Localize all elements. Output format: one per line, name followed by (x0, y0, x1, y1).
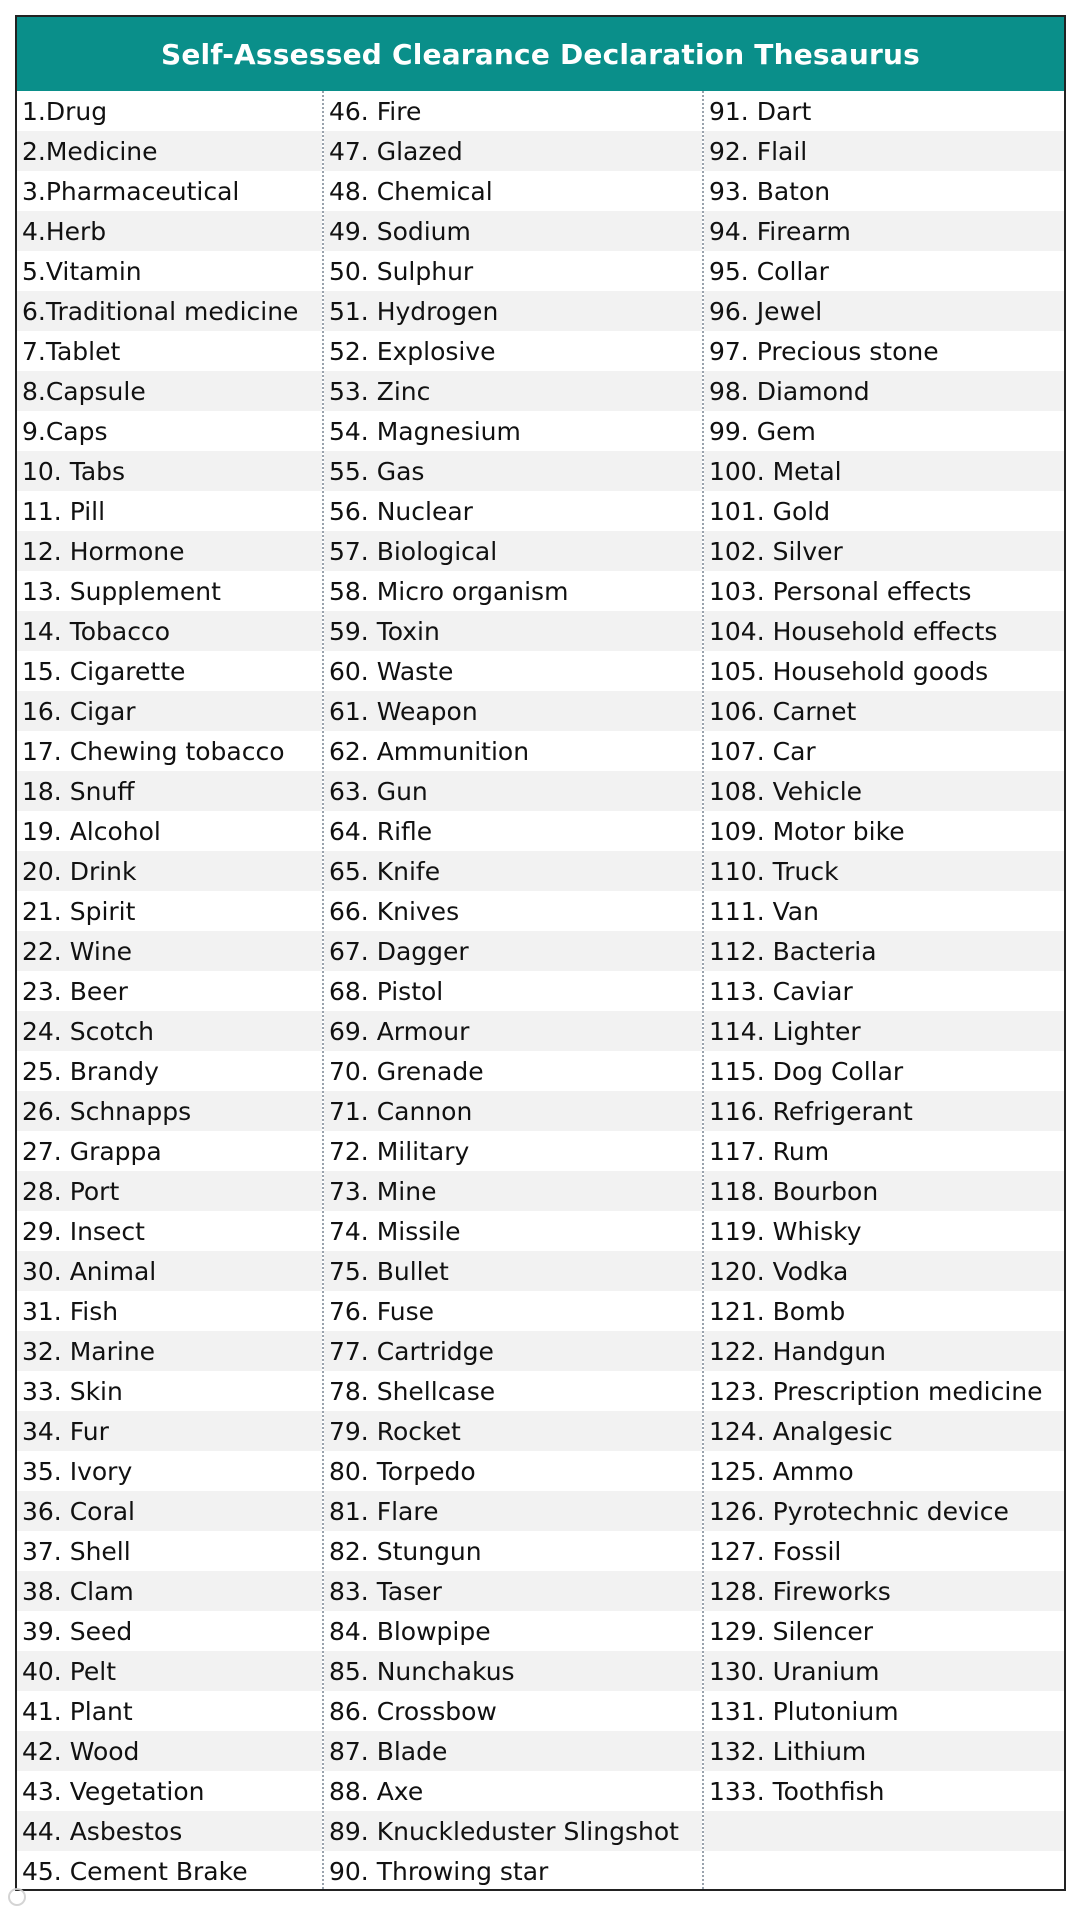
list-item: 67. Dagger (324, 931, 702, 971)
list-item: 126. Pyrotechnic device (704, 1491, 1064, 1531)
terms-table (17, 91, 1064, 1889)
list-item: 36. Coral (17, 1491, 322, 1531)
list-item: 97. Precious stone (709, 336, 939, 366)
list-item: 95. Collar (709, 256, 829, 286)
list-item: 118. Bourbon (704, 1171, 1064, 1211)
list-item: 53. Zinc (324, 371, 702, 411)
list-item: 40. Pelt (17, 1651, 322, 1691)
list-item: 10. Tabs (17, 451, 322, 491)
list-item: 74. Missile (329, 1216, 461, 1246)
list-item: 100. Metal (704, 451, 1064, 491)
list-item: 81. Flare (324, 1491, 702, 1531)
list-item: 87. Blade (324, 1731, 702, 1771)
list-item: 129. Silencer (709, 1616, 874, 1646)
list-item: 83. Taser (324, 1571, 702, 1611)
list-item: 13. Supplement (22, 576, 221, 606)
list-item: 108. Vehicle (704, 771, 1064, 811)
list-item: 25. Brandy (22, 1056, 159, 1086)
list-item: 54. Magnesium (329, 416, 521, 446)
list-item: 103. Personal effects (709, 576, 972, 606)
list-item: 115. Dog Collar (709, 1056, 904, 1086)
list-item: 101. Gold (709, 496, 831, 526)
list-item (704, 1811, 1064, 1851)
camera-icon (8, 1888, 26, 1906)
list-item: 48. Chemical (329, 176, 493, 206)
list-item: 133. Toothfish (709, 1776, 885, 1806)
list-item: 6.Traditional medicine (17, 291, 322, 331)
list-item: 2.Medicine (17, 131, 322, 171)
list-item: 130. Uranium (704, 1651, 1064, 1691)
list-item: 1.Drug (22, 96, 108, 126)
list-item: 77. Cartridge (324, 1331, 702, 1371)
list-item: 71. Cannon (324, 1091, 702, 1131)
list-item: 98. Diamond (704, 371, 1064, 411)
list-item: 124. Analgesic (704, 1411, 1064, 1451)
list-item: 109. Motor bike (709, 816, 905, 846)
list-item: 19. Alcohol (22, 816, 161, 846)
list-item: 111. Van (709, 896, 819, 926)
list-item: 114. Lighter (704, 1011, 1064, 1051)
list-item: 12. Hormone (17, 531, 322, 571)
list-item: 128. Fireworks (704, 1571, 1064, 1611)
list-item: 82. Stungun (329, 1536, 482, 1566)
list-item: 92. Flail (704, 131, 1064, 171)
list-item: 66. Knives (329, 896, 460, 926)
list-item: 33. Skin (22, 1376, 123, 1406)
list-item: 107. Car (709, 736, 816, 766)
list-item: 46. Fire (329, 96, 422, 126)
thesaurus-sheet (15, 15, 1066, 1891)
list-item: 119. Whisky (709, 1216, 862, 1246)
column-2 (324, 91, 704, 1889)
list-item: 69. Armour (324, 1011, 702, 1051)
list-item: 106. Carnet (704, 691, 1064, 731)
list-item: 75. Bullet (324, 1251, 702, 1291)
list-item: 64. Rifle (329, 816, 433, 846)
list-item: 21. Spirit (22, 896, 136, 926)
list-item: 3.Pharmaceutical (22, 176, 240, 206)
list-item: 44. Asbestos (17, 1811, 322, 1851)
list-item: 20. Drink (17, 851, 322, 891)
list-item: 30. Animal (17, 1251, 322, 1291)
list-item (704, 1851, 1064, 1891)
list-item: 78. Shellcase (329, 1376, 496, 1406)
list-item: 43. Vegetation (22, 1776, 205, 1806)
list-item: 23. Beer (22, 976, 128, 1006)
list-item: 59. Toxin (324, 611, 702, 651)
list-item: 17. Chewing tobacco (22, 736, 285, 766)
list-item: 120. Vodka (704, 1251, 1064, 1291)
list-item: 32. Marine (17, 1331, 322, 1371)
list-item: 73. Mine (324, 1171, 702, 1211)
list-item: 15. Cigarette (22, 656, 186, 686)
list-item: 49. Sodium (324, 211, 702, 251)
list-item: 37. Shell (22, 1536, 131, 1566)
list-item: 39. Seed (22, 1616, 133, 1646)
list-item: 90. Throwing star (329, 1856, 549, 1886)
list-item: 84. Blowpipe (329, 1616, 491, 1646)
list-item: 80. Torpedo (329, 1456, 476, 1486)
list-item: 28. Port (17, 1171, 322, 1211)
list-item: 91. Dart (709, 96, 812, 126)
list-item: 56. Nuclear (329, 496, 473, 526)
list-item: 125. Ammo (709, 1456, 854, 1486)
column-1 (17, 91, 324, 1889)
list-item: 62. Ammunition (329, 736, 530, 766)
list-item: 50. Sulphur (329, 256, 474, 286)
list-item: 86. Crossbow (329, 1696, 497, 1726)
list-item: 127. Fossil (709, 1536, 842, 1566)
list-item: 63. Gun (324, 771, 702, 811)
watermark (8, 1888, 26, 1906)
list-item: 42. Wood (17, 1731, 322, 1771)
column-3 (704, 91, 1064, 1889)
list-item: 14. Tobacco (17, 611, 322, 651)
list-item: 5.Vitamin (22, 256, 142, 286)
list-item: 29. Insect (22, 1216, 145, 1246)
list-item: 26. Schnapps (17, 1091, 322, 1131)
list-item: 117. Rum (709, 1136, 830, 1166)
list-item: 7.Tablet (22, 336, 121, 366)
list-item: 122. Handgun (704, 1331, 1064, 1371)
list-item: 96. Jewel (704, 291, 1064, 331)
list-item: 18. Snuff (17, 771, 322, 811)
list-item: 45. Cement Brake (22, 1856, 248, 1886)
list-item: 8.Capsule (17, 371, 322, 411)
list-item: 131. Plutonium (709, 1696, 899, 1726)
list-item: 102. Silver (704, 531, 1064, 571)
list-item: 121. Bomb (709, 1296, 846, 1326)
list-item: 70. Grenade (329, 1056, 484, 1086)
list-item: 123. Prescription medicine (709, 1376, 1043, 1406)
list-item: 72. Military (329, 1136, 470, 1166)
list-item: 79. Rocket (324, 1411, 702, 1451)
list-item: 9.Caps (22, 416, 108, 446)
list-item: 58. Micro organism (329, 576, 569, 606)
list-item: 85. Nunchakus (324, 1651, 702, 1691)
list-item: 60. Waste (329, 656, 454, 686)
list-item: 52. Explosive (329, 336, 496, 366)
list-item: 112. Bacteria (704, 931, 1064, 971)
list-item: 93. Baton (709, 176, 831, 206)
list-item: 22. Wine (17, 931, 322, 971)
list-item: 94. Firearm (704, 211, 1064, 251)
list-item: 34. Fur (17, 1411, 322, 1451)
list-item: 11. Pill (22, 496, 106, 526)
list-item: 4.Herb (17, 211, 322, 251)
list-item: 38. Clam (17, 1571, 322, 1611)
list-item: 68. Pistol (329, 976, 444, 1006)
list-item: 57. Biological (324, 531, 702, 571)
list-item: 51. Hydrogen (324, 291, 702, 331)
list-item: 16. Cigar (17, 691, 322, 731)
list-item: 110. Truck (704, 851, 1064, 891)
list-item: 88. Axe (329, 1776, 424, 1806)
list-item: 27. Grappa (22, 1136, 162, 1166)
list-item: 132. Lithium (704, 1731, 1064, 1771)
list-item: 35. Ivory (22, 1456, 133, 1486)
list-item: 41. Plant (22, 1696, 133, 1726)
list-item: 31. Fish (22, 1296, 119, 1326)
list-item: 24. Scotch (17, 1011, 322, 1051)
list-item: 116. Refrigerant (704, 1091, 1064, 1131)
list-item: 76. Fuse (329, 1296, 434, 1326)
list-item: 65. Knife (324, 851, 702, 891)
list-item: 47. Glazed (324, 131, 702, 171)
list-item: 55. Gas (324, 451, 702, 491)
list-item: 61. Weapon (324, 691, 702, 731)
list-item: 99. Gem (709, 416, 816, 446)
list-item: 89. Knuckleduster Slingshot (324, 1811, 702, 1851)
list-item: 113. Caviar (709, 976, 853, 1006)
list-item: 104. Household effects (704, 611, 1064, 651)
list-item: 105. Household goods (709, 656, 989, 686)
page-title: Self-Assessed Clearance Declaration Thesaurus (17, 17, 1064, 91)
